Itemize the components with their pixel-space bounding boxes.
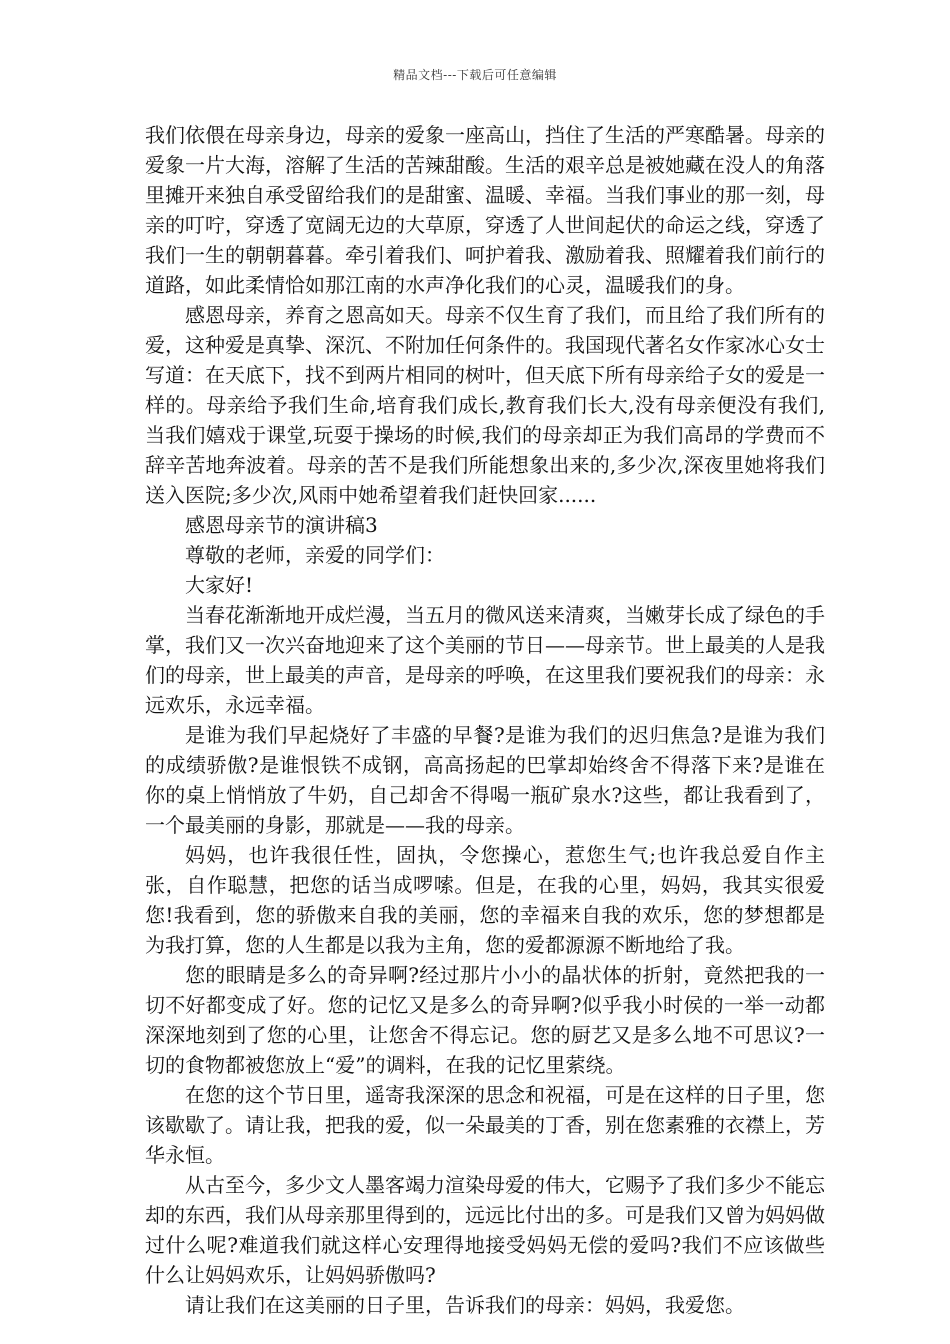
paragraph-7: 是谁为我们早起烧好了丰盛的早餐?是谁为我们的迟归焦急?是谁为我们的成绩骄傲?是谁恨铁不成钢，高高扬起的巴掌却始终舍不得落下来?是谁在你的桌上悄悄放了牛奶，自己却舍不得喝一瓶矿泉水?这些，都让我看到了，一个最美丽的身影，那就是——我的母亲。 <box>145 723 825 837</box>
paragraph-1: 我们依偎在母亲身边，母亲的爱象一座高山，挡住了生活的严寒酷暑。母亲的爱象一片大海，溶解了生活的苦辣甜酸。生活的艰辛总是被她藏在没人的角落里摊开来独自承受留给我们的是甜蜜、温暖、幸福。当我们事业的那一刻，母亲的叮咛，穿透了宽阔无边的大草原，穿透了人世间起伏的命运之线，穿透了我们一生的朝朝暮暮。牵引着我们、呵护着我、激励着我、照耀着我们前行的道路，如此柔情恰如那江南的水声净化我们的心灵，温暖我们的身。 <box>145 123 825 297</box>
paragraph-6: 当春花渐渐地开成烂漫，当五月的微风送来清爽，当嫩芽长成了绿色的手掌，我们又一次兴奋地迎来了这个美丽的节日——母亲节。世上最美的人是我们的母亲，世上最美的声音，是母亲的呼唤，在这里我们要祝我们的母亲：永远欢乐，永远幸福。 <box>145 603 825 717</box>
paragraph-11: 从古至今，多少文人墨客竭力渲染母爱的伟大，它赐予了我们多少不能忘却的东西，我们从母亲那里得到的，远远比付出的多。可是我们又曾为妈妈做过什么呢?难道我们就这样心安理得地接受妈妈无偿的爱吗?我们不应该做些什么让妈妈欢乐，让妈妈骄傲吗? <box>145 1173 825 1287</box>
paragraph-8: 妈妈，也许我很任性，固执，令您操心，惹您生气;也许我总爱自作主张，自作聪慧，把您的话当成啰嗦。但是，在我的心里，妈妈，我其实很爱您!我看到，您的骄傲来自我的美丽，您的幸福来自我的欢乐，您的梦想都是为我打算，您的人生都是以我为主角，您的爱都源源不断地给了我。 <box>145 843 825 957</box>
salutation: 尊敬的老师，亲爱的同学们： <box>185 543 445 567</box>
paragraph-10: 在您的这个节日里，遥寄我深深的思念和祝福，可是在这样的日子里，您该歇歇了。请让我，把我的爱，似一朵最美的丁香，别在您素雅的衣襟上，芳华永恒。 <box>145 1083 825 1167</box>
paragraph-2: 感恩母亲，养育之恩高如天。母亲不仅生育了我们，而且给了我们所有的爱，这种爱是真挚、深沉、不附加任何条件的。我国现代著名女作家冰心女士写道：在天底下，找不到两片相同的树叶，但天底下所有母亲给子女的爱是一样的。母亲给予我们生命,培育我们成长,教育我们长大,没有母亲便没有我们,当我们嬉戏于课堂,玩耍于操场的时候,我们的母亲却正为我们高昂的学费而不辞辛苦地奔波着。母亲的苦不是我们所能想象出来的,多少次,深夜里她将我们送入医院;多少次,风雨中她希望着我们赶快回家...... <box>145 303 825 507</box>
page-header: 精品文档---下载后可任意编辑 <box>393 68 557 82</box>
paragraph-9: 您的眼睛是多么的奇异啊?经过那片小小的晶状体的折射，竟然把我的一切不好都变成了好。您的记忆又是多么的奇异啊?似乎我小时侯的一举一动都深深地刻到了您的心里，让您舍不得忘记。您的厨艺又是多么地不可思议?一切的食物都被您放上“爱”的调料，在我的记忆里萦绕。 <box>145 963 825 1077</box>
document-body <box>145 120 825 1320</box>
speech-title: 感恩母亲节的演讲稿3 <box>185 513 378 537</box>
greeting: 大家好! <box>185 573 254 597</box>
closing-line: 请让我们在这美丽的日子里，告诉我们的母亲：妈妈，我爱您。 <box>185 1293 745 1317</box>
